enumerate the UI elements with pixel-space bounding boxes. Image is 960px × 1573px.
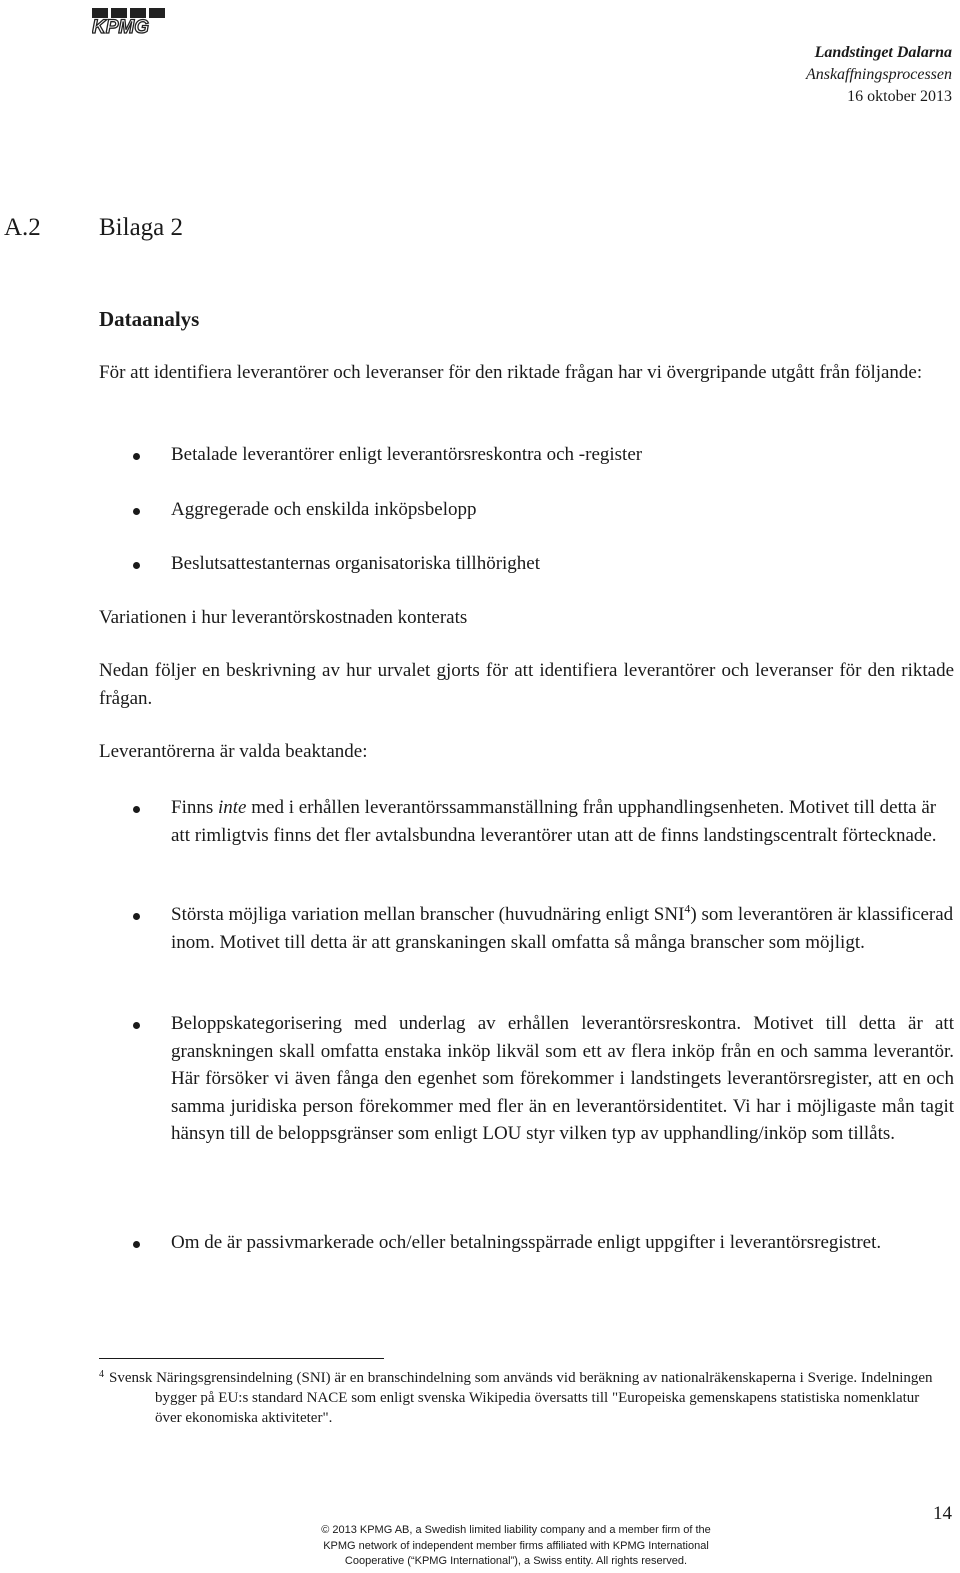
list-item-text: Beloppskategorisering med underlag av erhållen leverantörsreskontra. Motivet till detta är att granskningen skall omfatta enstaka inköp likväl som ett av flera inköp från en och samma leverantör. Här försöker vi även fånga den egenhet som förekommer i landstingets leverantörsregister, att en och samma juridiska person förekommer med fler än en leverantörsidentitet. Vi har i möjligaste mån tagit hänsyn till de beloppsgränser som enligt LOU styr vilken typ av upphandling/inköp som tillåts. bbox=[171, 1013, 954, 1144]
criterion-text: med i erhållen leverantörssammanställning från upphandlingsenheten. Motivet till detta är att rimligtvis finns det fler avtalsbundna leverantörer utan att de finns landstingscentralt förtecknade. bbox=[171, 797, 937, 846]
footer-line: Cooperative (“KPMG International”), a Swiss entity. All rights reserved. bbox=[344, 1555, 688, 1567]
footnote-text: Svensk Näringsgrensindelning (SNI) är en branschindelning som används vid beräkning av nationalräkenskaperna i Sverige. Indelningen bygger på EU:s standard NACE som enligt svenska Wikipedia översatts till "Europeiska gemenskapens statistiska nomenklatur över ekonomiska aktiviteter". bbox=[109, 1370, 933, 1426]
bullet-icon bbox=[133, 1022, 140, 1029]
subheading: Dataanalys bbox=[99, 307, 200, 331]
footer-line: © 2013 KPMG AB, a Swedish limited liability company and a member firm of the bbox=[321, 1524, 711, 1536]
page-number: 14 bbox=[933, 1503, 952, 1524]
bullet-icon bbox=[133, 806, 140, 813]
kpmg-logo bbox=[92, 2, 184, 36]
bullet-icon bbox=[133, 453, 140, 460]
criterion-emphasis: inte bbox=[218, 797, 247, 818]
list-item bbox=[99, 1229, 954, 1257]
criterion-text: ) som leverantören är klassificerad inom. Motivet till detta är att granskaningen skall omfatta så många branscher som möjligt. bbox=[171, 904, 954, 953]
copyright-footer bbox=[296, 1523, 736, 1570]
section-title: Bilaga 2 bbox=[99, 214, 184, 241]
description-paragraph: Nedan följer en beskrivning av hur urvalet gjorts för att identifiera leverantörer och leveranser för den riktade frågan. bbox=[99, 660, 954, 709]
intro-paragraph: För att identifiera leverantörer och leveranser för den riktade frågan har vi övergripande utgått från följande: bbox=[99, 362, 923, 383]
header-date: 16 oktober 2013 bbox=[847, 88, 952, 105]
footnote bbox=[99, 1368, 939, 1428]
bullet-icon bbox=[133, 562, 140, 569]
list-item bbox=[99, 441, 954, 469]
footnote-divider bbox=[99, 1358, 384, 1359]
list-item bbox=[99, 1010, 954, 1148]
list-item-text: Betalade leverantörer enligt leverantörsreskontra och -register bbox=[171, 444, 643, 465]
list-item bbox=[99, 794, 954, 849]
variation-paragraph: Variationen i hur leverantörskostnaden konterats bbox=[99, 607, 468, 628]
list-item-text: Beslutsattestanternas organisatoriska tillhörighet bbox=[171, 553, 541, 574]
list-item-text: Aggregerade och enskilda inköpsbelopp bbox=[171, 499, 477, 520]
logo-text: KPMG bbox=[92, 17, 149, 36]
list-item bbox=[99, 550, 954, 578]
list-item-text: Om de är passivmarkerade och/eller betalningsspärrade enligt uppgifter i leverantörsregistret. bbox=[171, 1232, 882, 1253]
header-process: Anskaffningsprocessen bbox=[805, 66, 952, 83]
list-item-text bbox=[171, 901, 954, 956]
criterion-text: Finns bbox=[171, 797, 218, 818]
bullet-icon bbox=[133, 913, 140, 920]
list-item bbox=[99, 496, 954, 524]
header-organization: Landstinget Dalarna bbox=[814, 44, 952, 61]
bullet-icon bbox=[133, 1241, 140, 1248]
document-header bbox=[806, 42, 952, 108]
list-item-text bbox=[171, 794, 954, 849]
criteria-intro: Leverantörerna är valda beaktande: bbox=[99, 741, 368, 762]
footnote-number: 4 bbox=[99, 1369, 104, 1380]
section-number: A.2 bbox=[4, 214, 41, 241]
footer-line: KPMG network of independent member firms affiliated with KPMG International bbox=[323, 1539, 709, 1552]
list-item bbox=[99, 901, 954, 956]
bullet-icon bbox=[133, 508, 140, 515]
criterion-text: Största möjliga variation mellan branscher (huvudnäring enligt SNI bbox=[171, 904, 685, 925]
footnote-reference: 4 bbox=[684, 901, 691, 916]
